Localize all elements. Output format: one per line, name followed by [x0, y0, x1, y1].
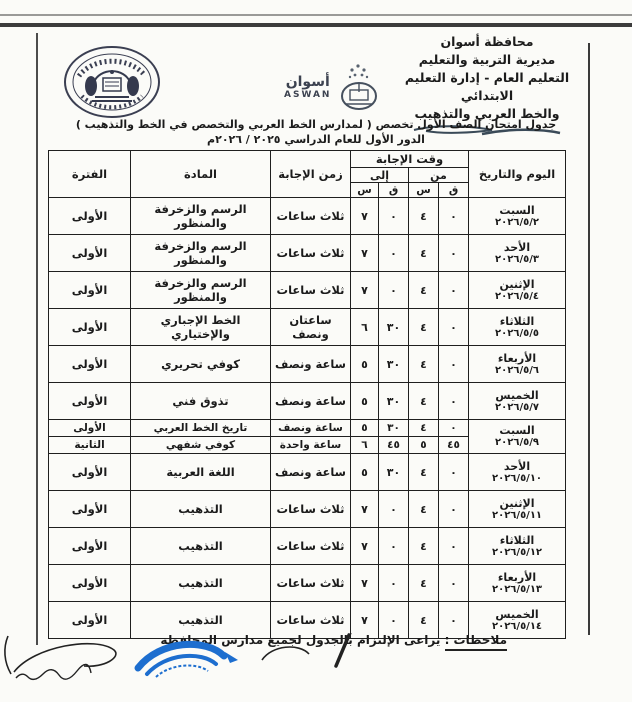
- day-date-cell: [469, 235, 566, 272]
- ministry-seal-icon: [62, 44, 162, 124]
- header-day-date: اليوم والتاريخ: [469, 151, 566, 198]
- day-date: ٢٠٢٦/٥/١١: [492, 509, 543, 521]
- notes-label: ملاحظات :: [445, 633, 507, 651]
- day-name: الخميس: [495, 388, 539, 402]
- table-row: [49, 528, 566, 565]
- day-name: السبت: [499, 203, 535, 217]
- to-s-cell: ٥: [351, 383, 379, 420]
- aswan-wordmark-latin: ASWAN: [284, 90, 332, 100]
- from-s-cell: ٤: [409, 420, 439, 437]
- from-q-cell: ٠: [439, 454, 469, 491]
- exam-schedule-table: [48, 150, 566, 639]
- org-line-administration: التعليم العام - إدارة التعليم الابتدائي: [404, 70, 570, 103]
- period-cell: الأولى: [49, 491, 131, 528]
- period-cell: الأولى: [49, 346, 131, 383]
- day-name: الأحد: [503, 459, 531, 473]
- from-s-cell: ٤: [409, 309, 439, 346]
- subject-cell: التذهيب: [131, 565, 271, 602]
- day-name: الخميس: [495, 607, 539, 621]
- subject-cell: تذوق فني: [131, 383, 271, 420]
- header-from-minutes: ق: [439, 183, 469, 198]
- day-date: ٢٠٢٦/٥/٣: [495, 253, 539, 265]
- aswan-wordmark: [284, 76, 331, 102]
- day-date-cell: [469, 454, 566, 491]
- period-cell: الأولى: [49, 198, 131, 235]
- day-name: الثلاثاء: [499, 533, 535, 547]
- day-name: الثلاثاء: [499, 314, 535, 328]
- from-q-cell: ٠: [439, 309, 469, 346]
- schedule-body: [49, 198, 566, 639]
- to-q-cell: ٣٠: [379, 383, 409, 420]
- day-date: ٢٠٢٦/٥/١٢: [492, 546, 543, 558]
- table-row: [49, 383, 566, 420]
- period-cell: الأولى: [49, 528, 131, 565]
- day-date-cell: [469, 309, 566, 346]
- to-q-cell: ٣٠: [379, 454, 409, 491]
- table-row: [49, 491, 566, 528]
- day-name: الأحد: [503, 240, 531, 254]
- day-date: ٢٠٢٦/٥/١٣: [492, 583, 543, 595]
- subject-cell: التذهيب: [131, 491, 271, 528]
- day-date: ٢٠٢٦/٥/١٤: [492, 620, 543, 632]
- table-row: [49, 565, 566, 602]
- from-q-cell: ٠: [439, 346, 469, 383]
- table-row: [49, 235, 566, 272]
- from-q-cell: ٠: [439, 198, 469, 235]
- period-cell: الثانية: [49, 437, 131, 454]
- to-q-cell: ٣٠: [379, 309, 409, 346]
- stamps-and-signatures: [0, 630, 632, 702]
- header-period: الفترة: [49, 151, 131, 198]
- from-s-cell: ٤: [409, 346, 439, 383]
- aswan-emblem-icon: [337, 62, 381, 116]
- to-s-cell: ٥: [351, 454, 379, 491]
- header-to: إلى: [351, 168, 409, 183]
- day-date-cell: [469, 420, 566, 454]
- aswan-wordmark-arabic: أسوان: [285, 74, 330, 90]
- to-s-cell: ٦: [351, 437, 379, 454]
- from-s-cell: ٤: [409, 454, 439, 491]
- header-to-minutes: ق: [379, 183, 409, 198]
- scan-top-line-thin: [0, 14, 632, 16]
- table-row: [49, 198, 566, 235]
- from-q-cell: ٠: [439, 235, 469, 272]
- table-row: [49, 309, 566, 346]
- table-row: [49, 454, 566, 491]
- period-cell: الأولى: [49, 454, 131, 491]
- duration-cell: ساعة ونصف: [271, 454, 351, 491]
- from-s-cell: ٤: [409, 272, 439, 309]
- duration-cell: ساعة ونصف: [271, 420, 351, 437]
- subject-cell: كوفي تحريري: [131, 346, 271, 383]
- to-s-cell: ٥: [351, 346, 379, 383]
- day-date: ٢٠٢٦/٥/٩: [495, 437, 539, 448]
- subject-cell: التذهيب: [131, 602, 271, 639]
- day-name: السبت: [499, 424, 535, 437]
- from-q-cell: ٠: [439, 383, 469, 420]
- day-date-cell: [469, 272, 566, 309]
- from-s-cell: ٥: [409, 437, 439, 454]
- duration-cell: ثلاث ساعات: [271, 491, 351, 528]
- subject-cell: كوفي شفهي: [131, 437, 271, 454]
- header-duration: زمن الإجابة: [271, 151, 351, 198]
- day-date: ٢٠٢٦/٥/٤: [495, 290, 539, 302]
- duration-cell: ثلاث ساعات: [271, 235, 351, 272]
- from-s-cell: ٤: [409, 528, 439, 565]
- day-date-cell: [469, 491, 566, 528]
- schedule-title-line2: الدور الأول للعام الدراسي ٢٠٢٥ / ٢٠٢٦م: [207, 133, 425, 146]
- from-s-cell: ٤: [409, 198, 439, 235]
- period-cell: الأولى: [49, 602, 131, 639]
- to-s-cell: ٧: [351, 602, 379, 639]
- day-date-cell: [469, 346, 566, 383]
- day-date-cell: [469, 198, 566, 235]
- from-s-cell: ٤: [409, 235, 439, 272]
- from-q-cell: ٠: [439, 272, 469, 309]
- from-q-cell: ٠: [439, 420, 469, 437]
- to-s-cell: ٧: [351, 272, 379, 309]
- duration-cell: ساعة واحدة: [271, 437, 351, 454]
- from-q-cell: ٠: [439, 528, 469, 565]
- day-date-cell: [469, 383, 566, 420]
- table-row: [49, 272, 566, 309]
- period-cell: الأولى: [49, 235, 131, 272]
- to-q-cell: ٠: [379, 565, 409, 602]
- period-cell: الأولى: [49, 565, 131, 602]
- to-q-cell: ٣٠: [379, 346, 409, 383]
- header-to-hours: س: [351, 183, 379, 198]
- table-row: [49, 420, 566, 437]
- day-name: الأربعاء: [497, 570, 537, 584]
- subject-cell: التذهيب: [131, 528, 271, 565]
- org-line-department: والخط العربي والتذهيب: [414, 106, 560, 121]
- day-date: ٢٠٢٦/٥/٦: [495, 364, 539, 376]
- header-from-hours: س: [409, 183, 439, 198]
- header-subject: المادة: [131, 151, 271, 198]
- from-s-cell: ٤: [409, 602, 439, 639]
- day-date-cell: [469, 528, 566, 565]
- to-s-cell: ٦: [351, 309, 379, 346]
- header-answer-time: وقت الإجابة: [351, 151, 469, 168]
- day-name: الإثنين: [499, 277, 535, 291]
- subject-cell: الخط الإجباري والإختياري: [131, 309, 271, 346]
- to-q-cell: ٠: [379, 272, 409, 309]
- from-s-cell: ٤: [409, 383, 439, 420]
- schedule-title-line1: جدول امتحان الصف الأول تخصص ( لمدارس الخط العربي والتخصص في الخط والتذهيب ): [75, 118, 557, 131]
- subject-cell: اللغة العربية: [131, 454, 271, 491]
- subject-cell: الرسم والزخرفة والمنظور: [131, 235, 271, 272]
- from-q-cell: ٤٥: [439, 437, 469, 454]
- day-date: ٢٠٢٦/٥/١٠: [492, 472, 543, 484]
- aswan-logo: [284, 62, 381, 116]
- to-s-cell: ٧: [351, 235, 379, 272]
- to-s-cell: ٧: [351, 565, 379, 602]
- day-date: ٢٠٢٦/٥/٥: [495, 327, 539, 339]
- to-q-cell: ٠: [379, 491, 409, 528]
- period-cell: الأولى: [49, 383, 131, 420]
- duration-cell: ثلاث ساعات: [271, 565, 351, 602]
- to-q-cell: ٤٥: [379, 437, 409, 454]
- notes-text: يراعى الإلتزام بالجدول لجميع مدارس المحافظة: [160, 633, 441, 647]
- from-q-cell: ٠: [439, 602, 469, 639]
- day-name: الإثنين: [499, 496, 535, 510]
- subject-cell: تاريخ الخط العربي: [131, 420, 271, 437]
- duration-cell: ثلاث ساعات: [271, 198, 351, 235]
- to-q-cell: ٣٠: [379, 420, 409, 437]
- day-date-cell: [469, 565, 566, 602]
- from-s-cell: ٤: [409, 565, 439, 602]
- duration-cell: ساعة ونصف: [271, 383, 351, 420]
- from-q-cell: ٠: [439, 565, 469, 602]
- duration-cell: ثلاث ساعات: [271, 528, 351, 565]
- to-s-cell: ٧: [351, 491, 379, 528]
- day-date: ٢٠٢٦/٥/٧: [495, 401, 539, 413]
- from-s-cell: ٤: [409, 491, 439, 528]
- to-q-cell: ٠: [379, 235, 409, 272]
- to-q-cell: ٠: [379, 198, 409, 235]
- period-cell: الأولى: [49, 309, 131, 346]
- day-date: ٢٠٢٦/٥/٢: [495, 216, 539, 228]
- to-q-cell: ٠: [379, 528, 409, 565]
- to-s-cell: ٧: [351, 198, 379, 235]
- subject-cell: الرسم والزخرفة والمنظور: [131, 198, 271, 235]
- org-line-governorate: محافظة أسوان: [440, 34, 534, 49]
- header-from: من: [409, 168, 469, 183]
- duration-cell: ثلاث ساعات: [271, 272, 351, 309]
- duration-cell: ساعتان ونصف: [271, 309, 351, 346]
- to-s-cell: ٧: [351, 528, 379, 565]
- day-name: الأربعاء: [497, 351, 537, 365]
- scan-top-line-thick: [0, 23, 632, 27]
- to-q-cell: ٠: [379, 602, 409, 639]
- subject-cell: الرسم والزخرفة والمنظور: [131, 272, 271, 309]
- scan-left-border-line: [36, 33, 38, 645]
- period-cell: الأولى: [49, 272, 131, 309]
- table-row: [49, 346, 566, 383]
- org-line-directorate: مديرية التربية والتعليم: [418, 52, 556, 67]
- period-cell: الأولى: [49, 420, 131, 437]
- duration-cell: ثلاث ساعات: [271, 602, 351, 639]
- from-q-cell: ٠: [439, 491, 469, 528]
- schedule-title-block: [60, 117, 572, 147]
- duration-cell: ساعة ونصف: [271, 346, 351, 383]
- to-s-cell: ٥: [351, 420, 379, 437]
